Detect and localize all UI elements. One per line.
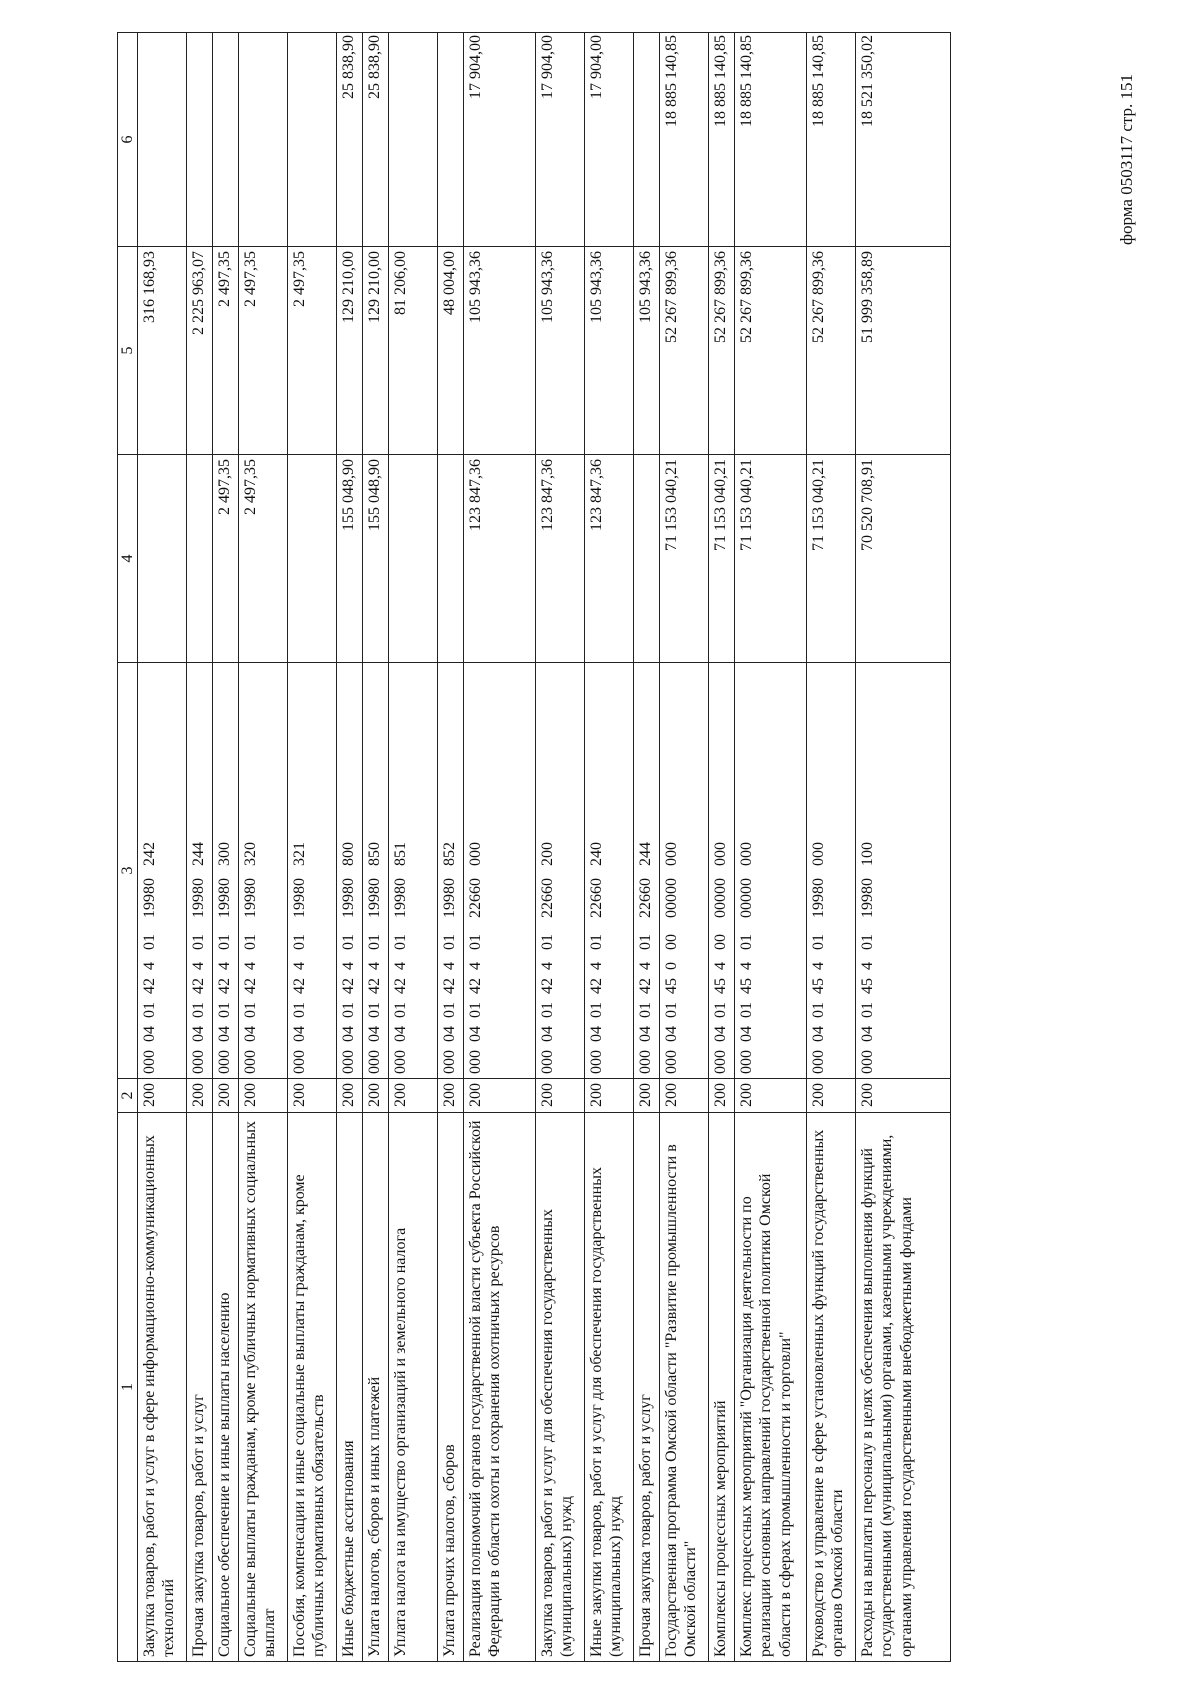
table-row xyxy=(288,33,337,1662)
row-kfr-cell: 200 xyxy=(337,1079,363,1113)
row-name-cell: Расходы на выплаты персоналу в целях обеспечения выполнения функций государственными (муниципальными) органами, казенными учреждениями, органами управления государственными внебюджетными фондами xyxy=(856,1113,951,1662)
row-col5-cell: 105 943,36 xyxy=(585,247,634,455)
col-2-header: 2 xyxy=(118,1079,138,1113)
table-row xyxy=(213,33,239,1662)
row-col4-cell: 71 153 040,21 xyxy=(709,455,735,663)
row-col6-cell xyxy=(187,33,213,247)
row-name-cell: Государственная программа Омской области "Развитие промышленности в Омской области" xyxy=(660,1113,709,1662)
row-col6-cell xyxy=(634,33,660,247)
row-code-cell: 000 04 01 42 4 01 19980 300 xyxy=(213,663,239,1079)
table-row xyxy=(709,33,735,1662)
row-name-cell: Закупка товаров, работ и услуг для обеспечения государственных (муниципальных) нужд xyxy=(536,1113,585,1662)
col-6-header: 6 xyxy=(118,33,138,247)
row-col6-cell: 18 885 140,85 xyxy=(807,33,856,247)
row-col4-cell: 155 048,90 xyxy=(337,455,363,663)
table-row xyxy=(856,33,951,1662)
row-col6-cell: 25 838,90 xyxy=(337,33,363,247)
row-kfr-cell: 200 xyxy=(807,1079,856,1113)
row-kfr-cell: 200 xyxy=(138,1079,187,1113)
row-col5-cell: 81 206,00 xyxy=(389,247,438,455)
row-name-cell: Комплекс процессных мероприятий "Организация деятельности по реализации основных направлений государственной политики Омской области в сферах промышленности и торговли" xyxy=(735,1113,807,1662)
row-name-cell: Комплексы процессных мероприятий xyxy=(709,1113,735,1662)
row-col4-cell xyxy=(389,455,438,663)
row-col5-cell: 316 168,93 xyxy=(138,247,187,455)
row-col5-cell: 52 267 899,36 xyxy=(735,247,807,455)
row-col4-cell: 2 497,35 xyxy=(239,455,288,663)
row-name-cell: Уплата налога на имущество организаций и земельного налога xyxy=(389,1113,438,1662)
col-3-header: 3 xyxy=(118,663,138,1079)
row-kfr-cell: 200 xyxy=(464,1079,536,1113)
row-kfr-cell: 200 xyxy=(438,1079,464,1113)
row-name-cell: Пособия, компенсации и иные социальные выплаты гражданам, кроме публичных нормативных обязательств xyxy=(288,1113,337,1662)
table-row xyxy=(634,33,660,1662)
row-col6-cell xyxy=(213,33,239,247)
row-col6-cell: 18 521 350,02 xyxy=(856,33,951,247)
row-kfr-cell: 200 xyxy=(536,1079,585,1113)
row-col4-cell xyxy=(138,455,187,663)
row-kfr-cell: 200 xyxy=(856,1079,951,1113)
row-code-cell: 000 04 01 45 4 00 00000 000 xyxy=(709,663,735,1079)
row-name-cell: Уплата налогов, сборов и иных платежей xyxy=(363,1113,389,1662)
row-col4-cell xyxy=(634,455,660,663)
row-col6-cell: 17 904,00 xyxy=(585,33,634,247)
row-name-cell: Социальное обеспечение и иные выплаты населению xyxy=(213,1113,239,1662)
row-kfr-cell: 200 xyxy=(213,1079,239,1113)
row-col6-cell: 17 904,00 xyxy=(464,33,536,247)
row-code-cell: 000 04 01 42 4 01 19980 320 xyxy=(239,663,288,1079)
row-col5-cell: 51 999 358,89 xyxy=(856,247,951,455)
row-col4-cell: 123 847,36 xyxy=(585,455,634,663)
row-col6-cell: 18 885 140,85 xyxy=(735,33,807,247)
row-col4-cell: 70 520 708,91 xyxy=(856,455,951,663)
table-row xyxy=(464,33,536,1662)
row-code-cell: 000 04 01 45 4 01 19980 000 xyxy=(807,663,856,1079)
row-kfr-cell: 200 xyxy=(239,1079,288,1113)
row-name-cell: Руководство и управление в сфере установленных функций государственных органов Омской области xyxy=(807,1113,856,1662)
row-col5-cell: 105 943,36 xyxy=(634,247,660,455)
row-col6-cell xyxy=(138,33,187,247)
row-name-cell: Уплата прочих налогов, сборов xyxy=(438,1113,464,1662)
row-code-cell: 000 04 01 42 4 01 19980 244 xyxy=(187,663,213,1079)
row-code-cell: 000 04 01 42 4 01 22660 000 xyxy=(464,663,536,1079)
row-col5-cell: 2 497,35 xyxy=(239,247,288,455)
row-col4-cell: 123 847,36 xyxy=(536,455,585,663)
row-col5-cell: 52 267 899,36 xyxy=(660,247,709,455)
row-col6-cell: 17 904,00 xyxy=(536,33,585,247)
col-1-header: 1 xyxy=(118,1113,138,1662)
row-kfr-cell: 200 xyxy=(363,1079,389,1113)
row-name-cell: Закупка товаров, работ и услуг в сфере информационно-коммуникационных технологий xyxy=(138,1113,187,1662)
row-col5-cell: 129 210,00 xyxy=(337,247,363,455)
column-number-row xyxy=(118,33,138,1662)
row-col5-cell: 2 497,35 xyxy=(213,247,239,455)
row-col6-cell xyxy=(239,33,288,247)
col-5-header: 5 xyxy=(118,247,138,455)
table-row xyxy=(585,33,634,1662)
table-row xyxy=(735,33,807,1662)
row-col6-cell: 25 838,90 xyxy=(363,33,389,247)
row-name-cell: Социальные выплаты гражданам, кроме публичных нормативных социальных выплат xyxy=(239,1113,288,1662)
row-col5-cell: 52 267 899,36 xyxy=(709,247,735,455)
table-row xyxy=(660,33,709,1662)
row-name-cell: Прочая закупка товаров, работ и услуг xyxy=(187,1113,213,1662)
row-code-cell: 000 04 01 42 4 01 22660 244 xyxy=(634,663,660,1079)
row-col6-cell xyxy=(288,33,337,247)
row-col4-cell: 71 153 040,21 xyxy=(807,455,856,663)
table-row xyxy=(389,33,438,1662)
row-col6-cell xyxy=(438,33,464,247)
row-col4-cell: 155 048,90 xyxy=(363,455,389,663)
row-kfr-cell: 200 xyxy=(709,1079,735,1113)
row-kfr-cell: 200 xyxy=(735,1079,807,1113)
row-col4-cell: 71 153 040,21 xyxy=(660,455,709,663)
row-kfr-cell: 200 xyxy=(660,1079,709,1113)
row-col4-cell xyxy=(288,455,337,663)
form-label: форма 0503117 стр. 151 xyxy=(1117,74,1136,245)
row-col4-cell: 2 497,35 xyxy=(213,455,239,663)
row-kfr-cell: 200 xyxy=(389,1079,438,1113)
row-col4-cell: 123 847,36 xyxy=(464,455,536,663)
row-code-cell: 000 04 01 42 4 01 19980 800 xyxy=(337,663,363,1079)
row-name-cell: Прочая закупка товаров, работ и услуг xyxy=(634,1113,660,1662)
row-name-cell: Реализация полномочий органов государственной власти субъекта Российской Федерации в области охоты и сохранения охотничьих ресурсов xyxy=(464,1113,536,1662)
row-code-cell: 000 04 01 42 4 01 19980 852 xyxy=(438,663,464,1079)
table-row xyxy=(239,33,288,1662)
row-kfr-cell: 200 xyxy=(187,1079,213,1113)
row-code-cell: 000 04 01 42 4 01 19980 321 xyxy=(288,663,337,1079)
row-kfr-cell: 200 xyxy=(634,1079,660,1113)
row-col5-cell: 52 267 899,36 xyxy=(807,247,856,455)
row-col5-cell: 105 943,36 xyxy=(536,247,585,455)
table-row xyxy=(138,33,187,1662)
row-code-cell: 000 04 01 45 4 01 19980 100 xyxy=(856,663,951,1079)
row-code-cell: 000 04 01 42 4 01 19980 850 xyxy=(363,663,389,1079)
row-col5-cell: 105 943,36 xyxy=(464,247,536,455)
row-code-cell: 000 04 01 42 4 01 19980 242 xyxy=(138,663,187,1079)
row-kfr-cell: 200 xyxy=(585,1079,634,1113)
row-code-cell: 000 04 01 42 4 01 22660 240 xyxy=(585,663,634,1079)
row-kfr-cell: 200 xyxy=(288,1079,337,1113)
row-col4-cell: 71 153 040,21 xyxy=(735,455,807,663)
row-col6-cell: 18 885 140,85 xyxy=(709,33,735,247)
row-name-cell: Иные бюджетные ассигнования xyxy=(337,1113,363,1662)
row-name-cell: Иные закупки товаров, работ и услуг для обеспечения государственных (муниципальных) нужд xyxy=(585,1113,634,1662)
row-col5-cell: 129 210,00 xyxy=(363,247,389,455)
row-col5-cell: 2 497,35 xyxy=(288,247,337,455)
row-col5-cell: 2 225 963,07 xyxy=(187,247,213,455)
row-col6-cell xyxy=(389,33,438,247)
row-code-cell: 000 04 01 45 0 00 00000 000 xyxy=(660,663,709,1079)
row-code-cell: 000 04 01 42 4 01 19980 851 xyxy=(389,663,438,1079)
row-code-cell: 000 04 01 42 4 01 22660 200 xyxy=(536,663,585,1079)
row-col4-cell xyxy=(187,455,213,663)
table-row xyxy=(536,33,585,1662)
row-col5-cell: 48 004,00 xyxy=(438,247,464,455)
expenditure-table xyxy=(117,32,951,1662)
table-row xyxy=(363,33,389,1662)
col-4-header: 4 xyxy=(118,455,138,663)
table-row xyxy=(337,33,363,1662)
table-row xyxy=(187,33,213,1662)
table-row xyxy=(438,33,464,1662)
row-col4-cell xyxy=(438,455,464,663)
table-row xyxy=(807,33,856,1662)
row-col6-cell: 18 885 140,85 xyxy=(660,33,709,247)
row-code-cell: 000 04 01 45 4 01 00000 000 xyxy=(735,663,807,1079)
